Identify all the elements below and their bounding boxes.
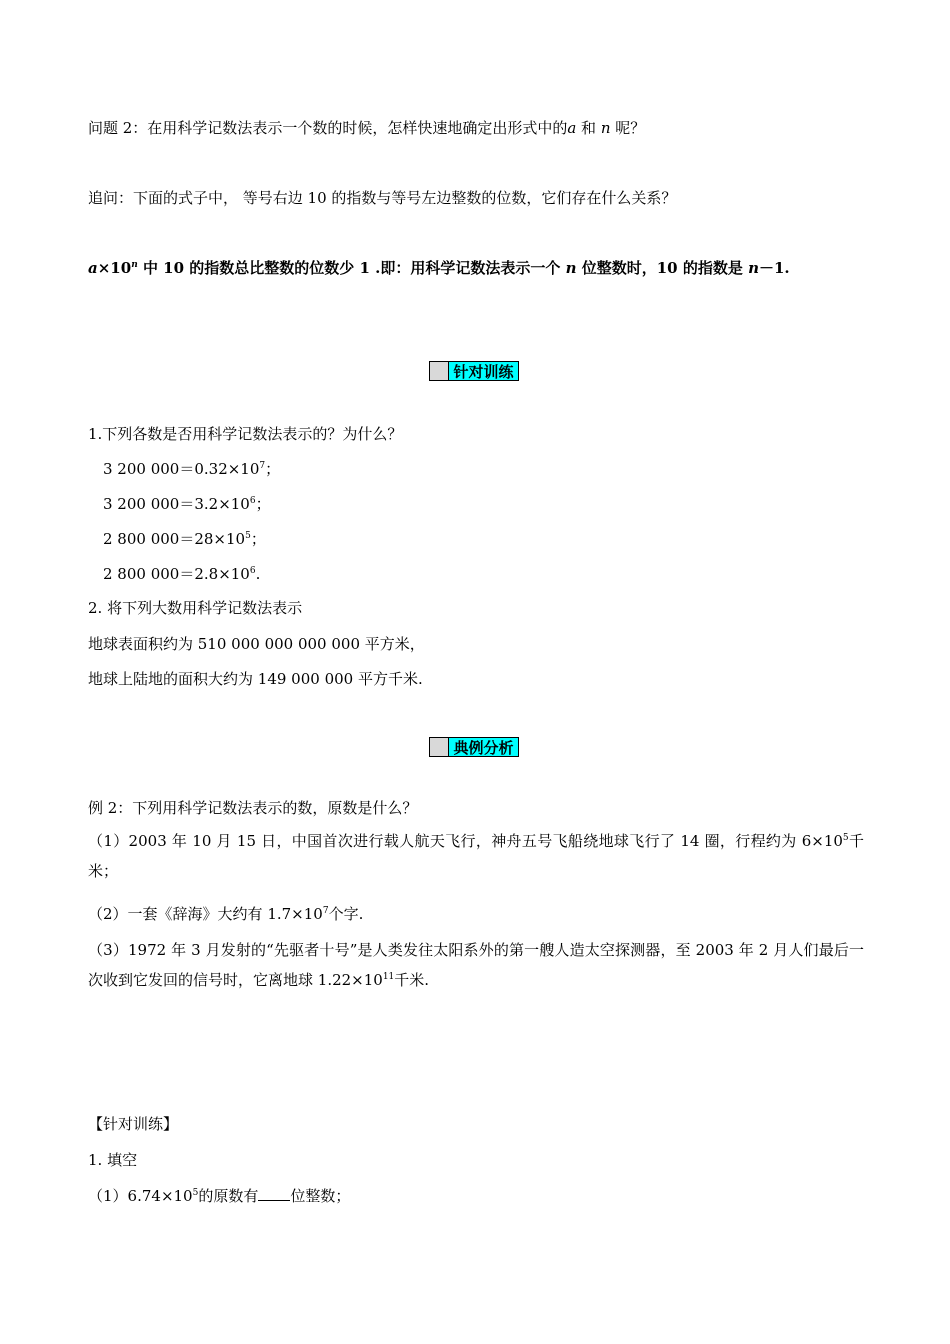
example-2-part-3: （3）1972 年 3 月发射的“先驱者十号”是人类发往太阳系外的第一艘人造太空探测器，至 2003 年 2 月人们最后一次收到它发回的信号时，它离地球 $1.22\times 10^{11}$千米. (88, 941, 864, 989)
exercise-2-line: 地球表面积约为 510 000 000 000 000 平方米， (88, 635, 425, 653)
question-2: 问题 2：在用科学记数法表示一个数的时候，怎样快速地确定出形式中的a 和 n 呢？ (88, 119, 646, 137)
example-2-part-1: （1）2003 年 10 月 15 日，中国首次进行载人航天飞行，神舟五号飞船绕地球飞行了 14 圈，行程约为 $6\times 10^5$千米； (88, 832, 864, 880)
exercise-2-heading: 2. 将下列大数用科学记数法表示 (88, 599, 303, 617)
conclusion: $a\times 10^n$ 中 10 的指数总比整数的位数少 1 .即：用科学记数法表示一个 n 位整数时，10 的指数是 n－1. (88, 259, 790, 277)
example-2-part-2: （2）一套《辞海》大约有 $1.7\times 10^7$个字. (88, 905, 364, 923)
exercise-1-item: 3 200 $000=3.2\times 10^6$； (103, 495, 271, 513)
section-title-training: 针对训练 (429, 361, 519, 381)
exercise-1-item: 2 800 $000=28\times 10^5$； (103, 530, 266, 548)
exercise-1-heading: 1.下列各数是否用科学记数法表示的？为什么？ (88, 425, 403, 443)
exercise-1-item: 3 200 $000=0.32\times 10^7$； (103, 460, 281, 478)
section-title-examples: 典例分析 (429, 737, 519, 757)
follow-up-question: 追问：下面的式子中， 等号右边 10 的指数与等号左边整数的位数，它们存在什么关系？ (88, 189, 677, 207)
example-2-heading: 例 2：下列用科学记数法表示的数，原数是什么？ (88, 799, 418, 817)
exercise-2-line: 地球上陆地的面积大约为 149 000 000 平方千米. (88, 670, 423, 688)
answer-blank[interactable] (258, 1186, 290, 1201)
exercise-1-item: 2 800 $000=2.8\times 10^6$. (103, 565, 261, 583)
training-title: 【针对训练】 (88, 1115, 179, 1133)
training-sub-item-1: $(1)6.74\times 10^5$的原数有 位整数； (88, 1187, 351, 1205)
training-item-1: 1. 填空 (88, 1151, 138, 1169)
